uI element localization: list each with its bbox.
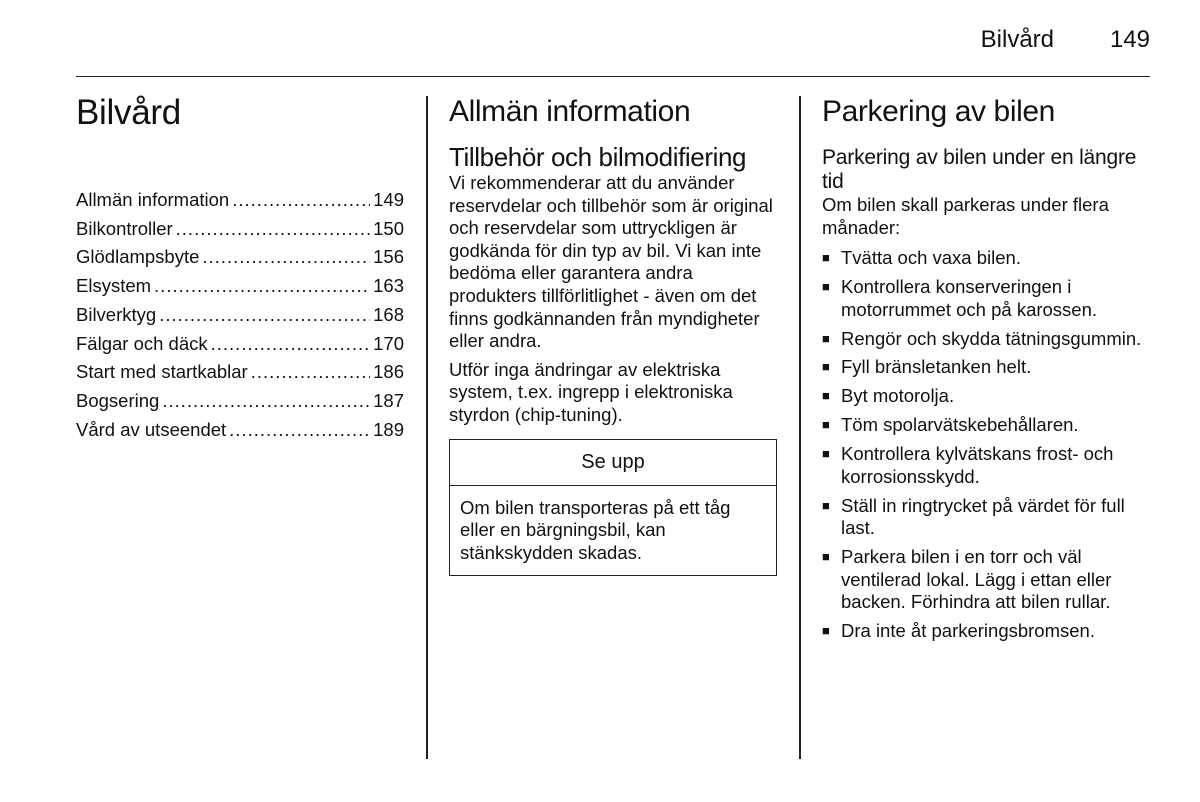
toc-item-page: 187	[373, 389, 404, 411]
body-paragraph: Vi rekommenderar att du använder reservdelar och tillbehör som är original och reservdelar som uttryckligen är godkända för din typ av bil. Vi kan inte bedöma eller garantera andra produkters tillförlitlighet - även om det finns godkännanden från myndigheter eller andra.	[449, 172, 773, 352]
general-info-column	[449, 94, 777, 576]
bullet-square-icon: ■	[822, 497, 830, 513]
toc-leader-dots	[251, 358, 370, 387]
bullet-square-icon: ■	[822, 359, 830, 375]
toc-item-label: Allmän information	[76, 189, 230, 210]
list-item	[822, 385, 1152, 408]
bullet-square-icon: ■	[822, 388, 830, 404]
subsection-heading: Tillbehör och bilmodifiering	[449, 142, 747, 172]
toc-item-label: Bilkontroller	[76, 217, 173, 239]
list-item-text: Ställ in ringtrycket på värdet för full last.	[841, 494, 1125, 539]
body-paragraph: Utför inga ändringar av elektriska system, t.ex. ingrepp i elektroniska styrdon (chip-tuning).	[449, 358, 733, 425]
list-item-text: Tvätta och vaxa bilen.	[841, 247, 1021, 269]
list-item-text: Byt motorolja.	[841, 385, 955, 407]
bullet-square-icon: ■	[822, 250, 830, 266]
toc-item[interactable]	[76, 243, 404, 272]
section-heading: Parkering av bilen	[822, 95, 1055, 128]
column-divider-left	[426, 96, 428, 759]
toc-item-label: Bilverktyg	[76, 303, 157, 325]
list-item-text: Parkera bilen i en torr och väl ventilerad lokal. Lägg i ettan eller backen. Förhindra att bilen rullar.	[841, 546, 1112, 613]
toc-item-page: 163	[373, 275, 404, 297]
caution-title: Se upp	[450, 440, 776, 486]
section-heading: Allmän information	[449, 95, 691, 128]
toc-item-page: 189	[373, 418, 404, 440]
list-item	[822, 443, 1152, 488]
toc-item[interactable]	[76, 416, 404, 445]
bullet-square-icon: ■	[822, 417, 830, 433]
page-header	[76, 0, 1150, 77]
toc-item-label: Bogsering	[76, 389, 160, 411]
toc-leader-dots	[232, 186, 370, 215]
toc-item-label: Vård av utseendet	[76, 418, 227, 440]
toc-leader-dots	[159, 301, 370, 330]
list-item	[822, 328, 1152, 351]
toc-leader-dots	[162, 387, 370, 416]
list-item	[822, 546, 1152, 614]
toc-leader-dots	[229, 416, 370, 445]
intro-paragraph: Om bilen skall parkeras under flera månader:	[822, 194, 1109, 238]
header-page-number: 149	[1109, 26, 1150, 53]
bullet-square-icon: ■	[822, 549, 830, 565]
toc-item[interactable]	[76, 387, 404, 416]
bullet-square-icon: ■	[822, 446, 830, 462]
bullet-square-icon: ■	[822, 330, 830, 346]
list-item	[822, 495, 1152, 540]
toc-item-page: 149	[373, 189, 404, 210]
list-item-text: Rengör och skydda tätningsgummin.	[841, 327, 1142, 349]
bullet-square-icon: ■	[822, 279, 830, 295]
toc-leader-dots	[176, 215, 370, 244]
toc-item-label: Fälgar och däck	[76, 332, 208, 354]
list-item-text: Töm spolarvätskebehållaren.	[841, 414, 1079, 436]
toc-leader-dots	[154, 272, 370, 301]
toc-item-label: Elsystem	[76, 275, 152, 297]
bullet-list	[822, 247, 1152, 643]
toc-item[interactable]	[76, 330, 404, 359]
list-item	[822, 356, 1152, 379]
toc-item-page: 168	[373, 303, 404, 325]
toc-item-page: 170	[373, 332, 404, 354]
toc-leader-dots	[211, 330, 371, 359]
table-of-contents	[76, 186, 404, 444]
list-item-text: Fyll bränsletanken helt.	[841, 356, 1032, 378]
list-item-text: Kontrollera kylvätskans frost- och korrosionsskydd.	[841, 443, 1114, 487]
toc-leader-dots	[202, 243, 370, 272]
toc-item-page: 156	[373, 246, 404, 268]
toc-item-label: Start med startkablar	[76, 361, 248, 383]
parking-column	[822, 94, 1152, 649]
column-divider-right	[799, 96, 801, 759]
toc-item[interactable]	[76, 186, 404, 215]
list-item	[822, 247, 1152, 270]
toc-item[interactable]	[76, 272, 404, 301]
toc-column	[76, 93, 404, 440]
caution-box	[449, 439, 777, 577]
list-item	[822, 620, 1152, 643]
toc-item[interactable]	[76, 301, 404, 330]
list-item-text: Dra inte åt parkeringsbromsen.	[841, 620, 1095, 642]
subsection-heading: Parkering av bilen under en längre tid	[822, 146, 1137, 193]
toc-item[interactable]	[76, 358, 404, 387]
toc-item-page: 186	[373, 361, 404, 383]
toc-item[interactable]	[76, 215, 404, 244]
toc-item-label: Glödlampsbyte	[76, 246, 200, 268]
list-item-text: Kontrollera konserveringen i motorrummet och på karossen.	[841, 276, 1098, 320]
header-section-title: Bilvård	[980, 26, 1054, 53]
toc-item-page: 150	[373, 217, 404, 239]
bullet-square-icon: ■	[822, 623, 830, 639]
caution-text: Om bilen transporteras på ett tåg eller en bärgningsbil, kan stänkskydden skadas.	[460, 496, 731, 563]
list-item	[822, 276, 1152, 321]
chapter-title: Bilvård	[76, 93, 181, 132]
list-item	[822, 414, 1152, 437]
